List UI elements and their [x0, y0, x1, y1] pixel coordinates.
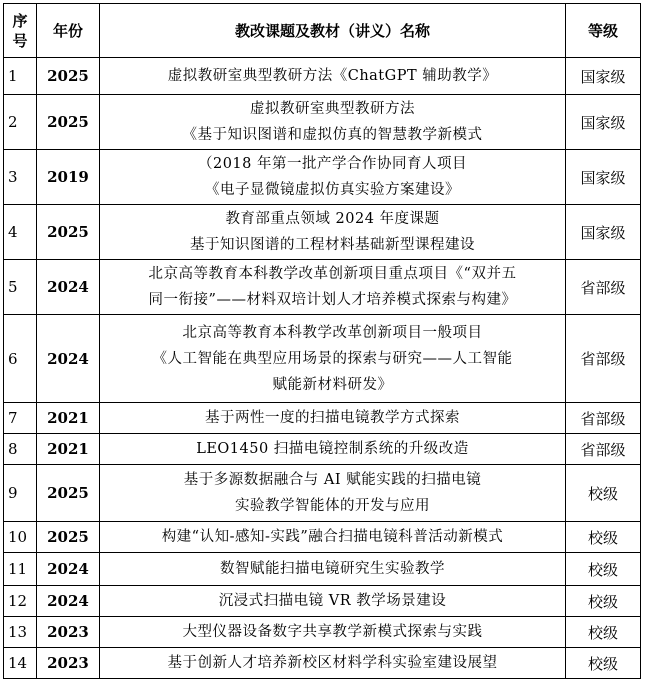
row-title: [100, 403, 566, 434]
row-number: 10: [4, 522, 37, 553]
row-year: 2025: [37, 205, 100, 260]
header-no-line2: 号: [12, 31, 28, 50]
row-level: 校级: [566, 465, 641, 522]
row-level: 校级: [566, 553, 641, 586]
row-year: 2019: [37, 150, 100, 205]
table-row: [4, 586, 641, 617]
row-year: 2025: [37, 58, 100, 95]
row-year: 2025: [37, 95, 100, 150]
row-title: [100, 95, 566, 150]
row-year: 2024: [37, 315, 100, 403]
row-year: 2025: [37, 522, 100, 553]
row-title: [100, 648, 566, 679]
table-row: [4, 260, 641, 315]
table-row: [4, 403, 641, 434]
row-title-line: 《电子显微镜虚拟仿真实验方案建设》: [205, 182, 460, 198]
row-number: 12: [4, 586, 37, 617]
row-level: 校级: [566, 586, 641, 617]
row-year: 2024: [37, 586, 100, 617]
table-row: [4, 465, 641, 522]
row-year: 2021: [37, 434, 100, 465]
table-row: [4, 315, 641, 403]
row-title-line: 《人工智能在典型应用场景的探索与研究——人工智能: [152, 350, 513, 367]
row-number: 5: [4, 260, 37, 315]
row-level: 省部级: [566, 260, 641, 315]
row-level: 省部级: [566, 434, 641, 465]
row-level: 国家级: [566, 58, 641, 95]
table-row: [4, 553, 641, 586]
row-title-line: 基于两性一度的扫描电镜教学方式探索: [205, 410, 460, 426]
row-number: 8: [4, 434, 37, 465]
table-body: [4, 58, 641, 679]
row-title: [100, 617, 566, 648]
row-number: 6: [4, 315, 37, 403]
row-level: 国家级: [566, 205, 641, 260]
row-level: 校级: [566, 648, 641, 679]
row-title-line: 《基于知识图谱和虚拟仿真的智慧教学新模式: [182, 127, 483, 143]
row-title-line: 基于创新人才培养新校区材料学科实验室建设展望: [167, 655, 498, 671]
row-title: [100, 434, 566, 465]
row-level: 省部级: [566, 315, 641, 403]
row-title: [100, 522, 566, 553]
row-number: 13: [4, 617, 37, 648]
header-row: [4, 4, 641, 58]
row-number: 9: [4, 465, 37, 522]
table-row: [4, 434, 641, 465]
row-title: [100, 465, 566, 522]
row-level: 国家级: [566, 95, 641, 150]
row-title: [100, 58, 566, 95]
row-title-line: 北京高等教育本科教学改革创新项目重点项目《“双并五: [148, 266, 517, 282]
row-title: [100, 553, 566, 586]
row-title-line: 虚拟教研室典型教研方法《ChatGPT 辅助教学》: [167, 68, 498, 84]
row-number: 7: [4, 403, 37, 434]
row-title: [100, 315, 566, 403]
table-row: [4, 617, 641, 648]
row-year: 2023: [37, 617, 100, 648]
row-level: 校级: [566, 522, 641, 553]
row-year: 2025: [37, 465, 100, 522]
projects-table: [3, 3, 641, 679]
row-number: 14: [4, 648, 37, 679]
row-title: [100, 150, 566, 205]
header-title: 教改课题及教材（讲义）名称: [100, 4, 566, 58]
row-number: 2: [4, 95, 37, 150]
row-title-line: 沉浸式扫描电镜 VR 教学场景建设: [218, 593, 447, 609]
row-year: 2023: [37, 648, 100, 679]
row-title-line: 北京高等教育本科教学改革创新项目一般项目: [182, 324, 483, 341]
row-year: 2021: [37, 403, 100, 434]
header-no: [4, 4, 37, 58]
row-number: 3: [4, 150, 37, 205]
table-row: [4, 58, 641, 95]
row-number: 4: [4, 205, 37, 260]
row-level: 国家级: [566, 150, 641, 205]
row-title-line: LEO1450 扫描电镜控制系统的升级改造: [196, 441, 469, 457]
header-year: 年份: [37, 4, 100, 58]
row-title-line: 构建“认知-感知-实践”融合扫描电镜科普活动新模式: [161, 529, 504, 545]
row-year: 2024: [37, 260, 100, 315]
row-title-line: 数智赋能扫描电镜研究生实验教学: [220, 561, 445, 577]
table-row: [4, 95, 641, 150]
table-row: [4, 150, 641, 205]
row-title-line: 赋能新材料研发》: [272, 376, 393, 393]
row-year: 2024: [37, 553, 100, 586]
row-title-line: （2018 年第一批产学合作协同育人项目: [197, 156, 467, 172]
row-level: 省部级: [566, 403, 641, 434]
row-title-line: 同一衔接”——材料双培计划人才培养模式探索与构建》: [148, 292, 517, 308]
table-row: [4, 205, 641, 260]
row-title-line: 基于知识图谱的工程材料基础新型课程建设: [190, 237, 475, 253]
row-title-line: 大型仪器设备数字共享教学新模式探索与实践: [182, 624, 483, 640]
row-title-line: 虚拟教研室典型教研方法: [250, 101, 415, 117]
row-title: [100, 260, 566, 315]
row-title-line: 基于多源数据融合与 AI 赋能实践的扫描电镜: [183, 472, 482, 488]
row-level: 校级: [566, 617, 641, 648]
table-row: [4, 522, 641, 553]
row-number: 11: [4, 553, 37, 586]
header-no-line1: 序: [12, 11, 28, 30]
row-number: 1: [4, 58, 37, 95]
table-row: [4, 648, 641, 679]
row-title-line: 教育部重点领域 2024 年度课题: [225, 211, 440, 227]
row-title: [100, 205, 566, 260]
header-level: 等级: [566, 4, 641, 58]
row-title: [100, 586, 566, 617]
row-title-line: 实验教学智能体的开发与应用: [235, 498, 430, 514]
